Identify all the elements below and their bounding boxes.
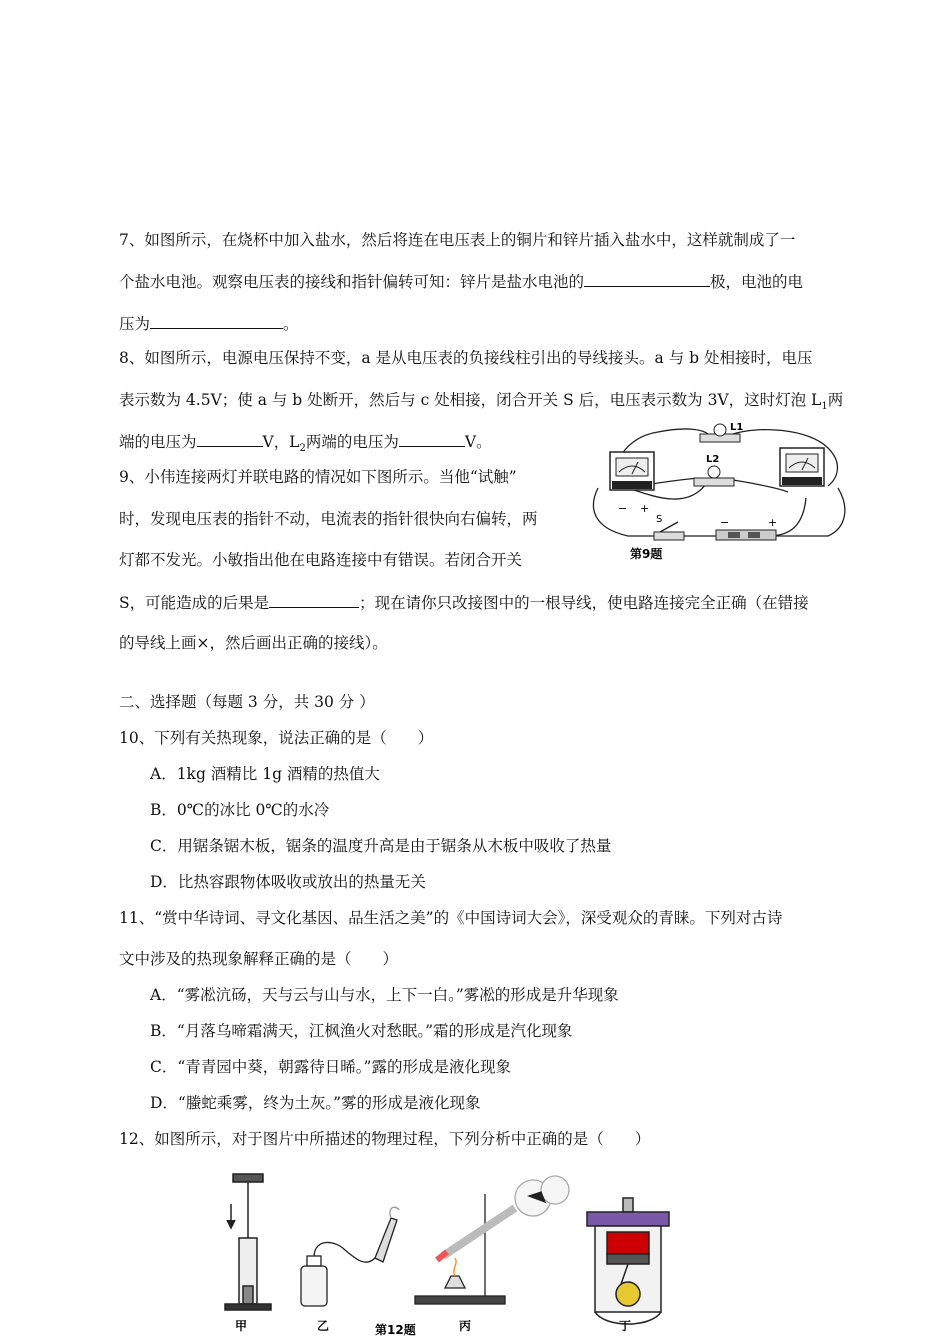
q10-stem: 10、下列有关热现象，说法正确的是（ ） [119,729,434,747]
switch-label: S [656,514,663,525]
figure-caption-q12: 第12题 [375,1323,416,1337]
section-heading-choice: 二、选择题（每题 3 分，共 30 分 ） [119,693,375,711]
experiment-figure-q12 [215,1168,685,1344]
q7-line1: 7、如图所示，在烧杯中加入盐水，然后将连在电压表上的铜片和锌片插入盐水中，这样就制成了一 [119,231,796,249]
q8-line3: 端的电压为 V，$L_2$两端的电压为 V。 [119,430,492,460]
q12-stem: 12、如图所示，对于图片中所描述的物理过程，下列分析中正确的是（ ） [119,1130,651,1148]
voltmeter-icon [610,452,654,490]
bottle-experiment-icon [301,1207,399,1306]
q9-answer-blank[interactable] [269,591,359,608]
q10-option-d[interactable]: D．比热容跟物体吸收或放出的热量无关 [150,873,426,891]
q7-answer-blank-pole[interactable] [584,270,710,287]
battery-plus-label: + [768,516,778,529]
test-tube-heating-icon [415,1176,569,1304]
compression-cylinder-icon [225,1174,271,1310]
q8-answer-blank-l2[interactable] [399,430,465,447]
figure-label-jia: 甲 [235,1319,248,1333]
q10-option-c[interactable]: C．用锯条锯木板，锯条的温度升高是由于锯条从木板中吸收了热量 [150,837,612,855]
voltmeter-minus-label: − [618,502,628,515]
ammeter-icon [780,448,824,486]
q8-answer-blank-l1[interactable] [197,430,263,447]
q11-option-b[interactable]: B．“月落乌啼霜满天，江枫渔火对愁眠。”霜的形成是汽化现象 [150,1022,573,1040]
q7-line2: 个盐水电池。观察电压表的接线和指针偏转可知：锌片是盐水电池的 极，电池的电 [119,270,803,293]
q9-line1: 9、小伟连接两灯并联电路的情况如下图所示。当他“试触” [119,468,517,486]
q11-option-c[interactable]: C．“青青园中葵，朝露待日晞。”露的形成是液化现象 [150,1058,511,1076]
bulb-l2-label: L2 [706,454,720,465]
q9-line3: 灯都不发光。小敏指出他在电路连接中有错误。若闭合开关 [119,551,523,569]
figure-caption-q9: 第9题 [630,547,663,561]
q7-line3: 压为 。 [119,312,299,335]
voltmeter-plus-label: + [640,502,650,515]
q11-line2: 文中涉及的热现象解释正确的是（ ） [119,950,399,968]
q8-line2: 表示数为 4.5V；使 a 与 b 处断开，然后与 c 处相接，闭合开关 S 后，电压表示数为 3V，这时灯泡 $L_1$两 [119,391,844,413]
q11-option-d[interactable]: D．“螣蛇乘雾，终为土灰。”雾的形成是液化现象 [150,1094,481,1112]
bulb-l1-label: L1 [730,422,744,433]
q9-line2: 时，发现电压表的指针不动，电流表的指针很快向右偏转，两 [119,510,538,528]
circuit-figure-q9 [588,418,850,568]
battery-icon [716,530,776,540]
q11-line1: 11、“赏中华诗词、寻文化基因、品生活之美”的《中国诗词大会》，深受观众的青睐。下列对古诗 [119,909,783,927]
figure-label-bing: 丙 [459,1319,472,1333]
engine-cylinder-icon [587,1198,669,1324]
q11-option-a[interactable]: A．“雾凇沆砀，天与云与山与水，上下一白。”雾凇的形成是升华现象 [150,986,619,1004]
q10-option-b[interactable]: B．0℃的冰比 0℃的水冷 [150,801,330,819]
q10-option-a[interactable]: A．1kg 酒精比 1g 酒精的热值大 [150,765,380,783]
q9-line4: S，可能造成的后果是 ；现在请你只改接图中的一根导线，使电路连接完全正确（在错接 [119,591,809,614]
figure-label-ding: 丁 [619,1319,632,1333]
q9-line5: 的导线上画×，然后画出正确的接线）。 [119,634,388,652]
battery-minus-label: − [720,516,730,529]
q7-answer-blank-voltage[interactable] [150,312,283,329]
figure-label-yi: 乙 [317,1319,330,1333]
bulb-l2-icon [694,466,734,486]
q8-line1: 8、如图所示，电源电压保持不变，a 是从电压表的负接线柱引出的导线接头。a 与 b 处相接时，电压 [119,349,813,367]
